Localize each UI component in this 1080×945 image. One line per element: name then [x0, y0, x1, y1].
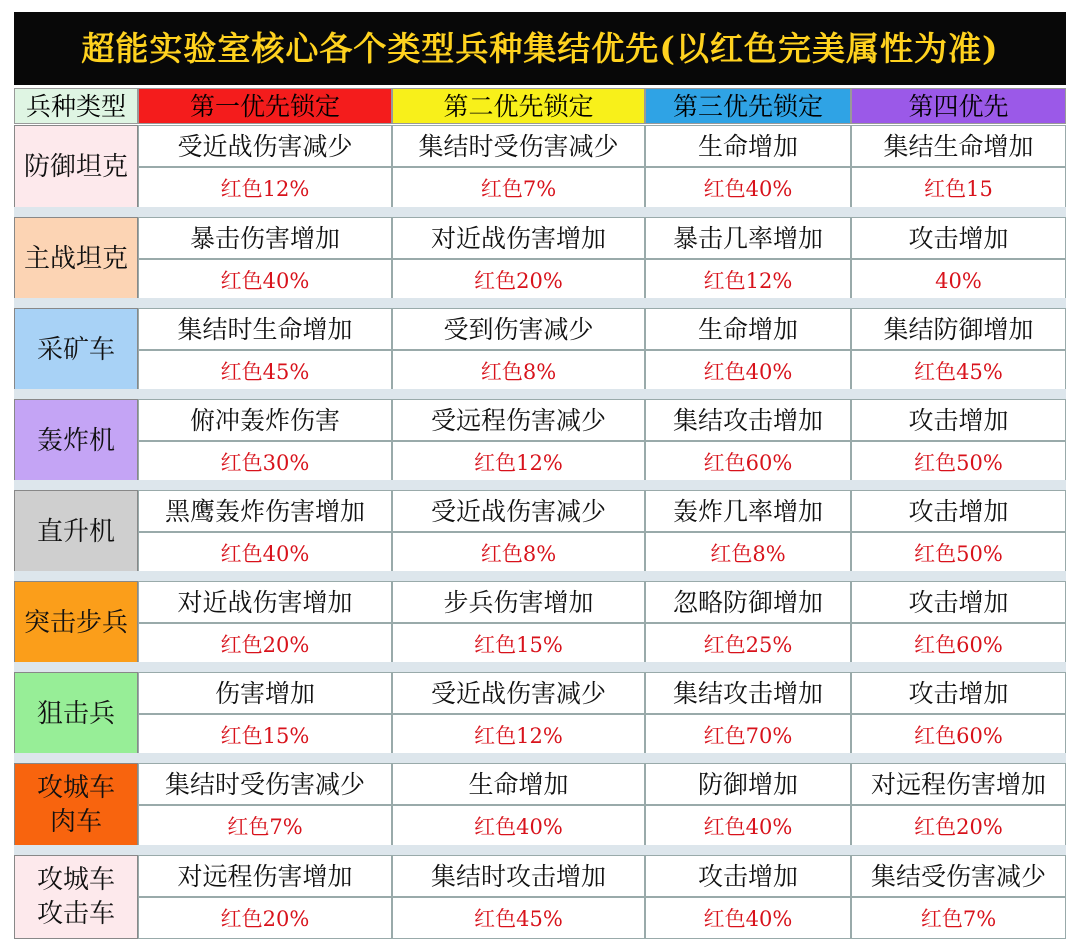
attribute-value: 红色7% [392, 167, 645, 209]
troop-type-cell: 直升机 [14, 490, 138, 574]
attribute-name: 生命增加 [645, 125, 851, 167]
attribute-name: 生命增加 [392, 763, 645, 805]
attribute-name: 生命增加 [645, 308, 851, 350]
attribute-name: 黑鹰轰炸伤害增加 [138, 490, 392, 532]
attribute-name: 集结生命增加 [851, 125, 1066, 167]
table-row [14, 217, 1066, 301]
header-priority-1: 第一优先锁定 [138, 88, 392, 124]
table-row [14, 672, 1066, 756]
attribute-name: 受近战伤害减少 [392, 490, 645, 532]
attribute-name: 轰炸几率增加 [645, 490, 851, 532]
attribute-value: 红色40% [138, 259, 392, 301]
attribute-value: 红色8% [645, 532, 851, 574]
attribute-value: 红色20% [138, 623, 392, 665]
page-title: 超能实验室核心各个类型兵种集结优先(以红色完美属性为准) [14, 12, 1066, 85]
attribute-name: 防御增加 [645, 763, 851, 805]
attribute-name: 集结时生命增加 [138, 308, 392, 350]
attribute-name: 忽略防御增加 [645, 581, 851, 623]
attribute-value: 红色60% [645, 441, 851, 483]
attribute-value: 红色12% [645, 259, 851, 301]
attribute-value: 红色60% [851, 714, 1066, 756]
attribute-value: 红色40% [138, 532, 392, 574]
table-row [14, 581, 1066, 665]
attribute-value: 红色12% [138, 167, 392, 209]
attribute-name: 攻击增加 [851, 399, 1066, 441]
row-divider [14, 480, 1066, 490]
table-row [14, 490, 1066, 574]
table-row [14, 399, 1066, 483]
table-row [14, 855, 1066, 939]
attribute-value: 红色40% [645, 805, 851, 847]
troop-type-cell: 攻城车 肉车 [14, 763, 138, 847]
attribute-name: 对近战伤害增加 [138, 581, 392, 623]
attribute-name: 对远程伤害增加 [851, 763, 1066, 805]
attribute-name: 对远程伤害增加 [138, 855, 392, 897]
attribute-name: 攻击增加 [851, 672, 1066, 714]
attribute-value: 红色7% [138, 805, 392, 847]
attribute-name: 受远程伤害减少 [392, 399, 645, 441]
attribute-name: 受到伤害减少 [392, 308, 645, 350]
attribute-value: 红色20% [392, 259, 645, 301]
attribute-value: 红色40% [392, 805, 645, 847]
header-troop-type: 兵种类型 [14, 88, 138, 124]
attribute-value: 红色45% [138, 350, 392, 392]
table-row [14, 763, 1066, 847]
row-divider [14, 662, 1066, 672]
table-row [14, 308, 1066, 392]
attribute-value: 红色7% [851, 897, 1066, 939]
attribute-value: 红色15% [392, 623, 645, 665]
attribute-name: 暴击伤害增加 [138, 217, 392, 259]
row-divider [14, 207, 1066, 217]
troop-type-cell: 防御坦克 [14, 125, 138, 209]
attribute-name: 集结时攻击增加 [392, 855, 645, 897]
attribute-value: 红色50% [851, 441, 1066, 483]
attribute-value: 红色20% [138, 897, 392, 939]
header-priority-2: 第二优先锁定 [392, 88, 645, 124]
attribute-name: 攻击增加 [645, 855, 851, 897]
attribute-name: 攻击增加 [851, 581, 1066, 623]
attribute-name: 集结时受伤害减少 [392, 125, 645, 167]
row-divider [14, 753, 1066, 763]
attribute-name: 伤害增加 [138, 672, 392, 714]
attribute-value: 红色12% [392, 714, 645, 756]
troop-type-cell: 突击步兵 [14, 581, 138, 665]
attribute-name: 攻击增加 [851, 490, 1066, 532]
attribute-name: 受近战伤害减少 [138, 125, 392, 167]
attribute-value: 红色15% [138, 714, 392, 756]
attribute-value: 红色8% [392, 350, 645, 392]
attribute-value: 红色40% [645, 897, 851, 939]
header-priority-3: 第三优先锁定 [645, 88, 851, 124]
table-row [14, 125, 1066, 209]
row-divider [14, 389, 1066, 399]
attribute-value: 红色40% [645, 167, 851, 209]
attribute-name: 集结防御增加 [851, 308, 1066, 350]
header-priority-4: 第四优先 [851, 88, 1066, 124]
attribute-value: 红色45% [392, 897, 645, 939]
attribute-value: 红色50% [851, 532, 1066, 574]
attribute-name: 集结受伤害减少 [851, 855, 1066, 897]
row-divider [14, 298, 1066, 308]
troop-type-cell: 主战坦克 [14, 217, 138, 301]
attribute-name: 步兵伤害增加 [392, 581, 645, 623]
attribute-value: 红色30% [138, 441, 392, 483]
attribute-name: 对近战伤害增加 [392, 217, 645, 259]
troop-type-cell: 采矿车 [14, 308, 138, 392]
attribute-value: 红色15 [851, 167, 1066, 209]
attribute-name: 集结时受伤害减少 [138, 763, 392, 805]
troop-type-cell: 轰炸机 [14, 399, 138, 483]
attribute-value: 红色25% [645, 623, 851, 665]
attribute-value: 红色45% [851, 350, 1066, 392]
attribute-value: 40% [851, 259, 1066, 301]
attribute-value: 红色60% [851, 623, 1066, 665]
attribute-name: 受近战伤害减少 [392, 672, 645, 714]
attribute-value: 红色8% [392, 532, 645, 574]
attribute-value: 红色70% [645, 714, 851, 756]
troop-type-cell: 狙击兵 [14, 672, 138, 756]
attribute-value: 红色12% [392, 441, 645, 483]
attribute-value: 红色40% [645, 350, 851, 392]
row-divider [14, 571, 1066, 581]
attribute-name: 集结攻击增加 [645, 399, 851, 441]
attribute-name: 攻击增加 [851, 217, 1066, 259]
attribute-name: 暴击几率增加 [645, 217, 851, 259]
row-divider [14, 845, 1066, 855]
attribute-value: 红色20% [851, 805, 1066, 847]
troop-type-cell: 攻城车 攻击车 [14, 855, 138, 939]
attribute-name: 集结攻击增加 [645, 672, 851, 714]
attribute-name: 俯冲轰炸伤害 [138, 399, 392, 441]
